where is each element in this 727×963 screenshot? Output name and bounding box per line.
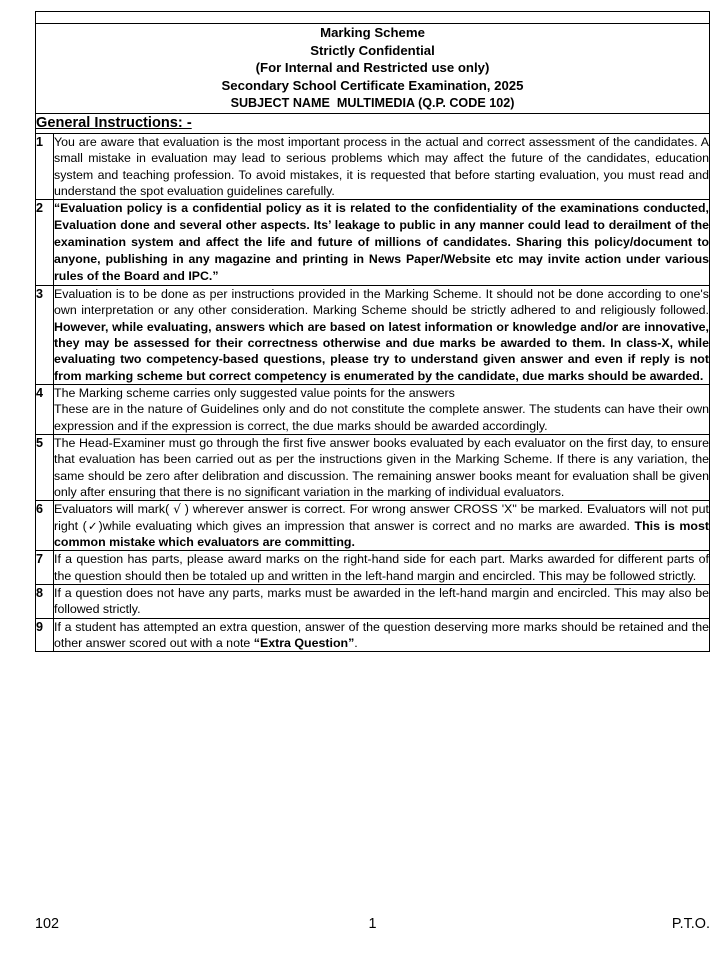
instruction-number: 7 <box>36 551 54 585</box>
section-title: General Instructions: - <box>36 114 192 131</box>
instruction-text <box>54 618 710 652</box>
instruction-number: 4 <box>36 384 54 434</box>
instruction-text-normal: Evaluation is to be done as per instructions provided in the Marking Scheme. It should not be done according to one's own interpretation or any other consideration. Marking Scheme should be strictly adhered to and religiously followed. <box>54 286 709 318</box>
instruction-text-part3: )while evaluating which gives an impression that answer is correct and no marks are awarded. <box>98 518 635 533</box>
instruction-text-part2: ) wherever answer is correct. For wrong answer CROSS 'X" be marked. Evaluators will not put right ( <box>54 502 709 533</box>
instruction-text-end: . <box>354 636 358 651</box>
instruction-text-body: These are in the nature of Guidelines only and do not constitute the complete answer. The students can have their own expression and if the expression is correct, the due marks should be awarded accordingly. <box>54 402 709 433</box>
header-row <box>36 24 710 114</box>
checkmark-icon: ✓ <box>86 518 99 533</box>
instruction-text-part1: Evaluators will mark( <box>54 502 174 517</box>
general-instructions-row <box>36 113 710 133</box>
header-line-subject: SUBJECT NAME MULTIMEDIA (Q.P. CODE 102) <box>230 96 515 111</box>
header-line-usage: (For Internal and Restricted use only) <box>255 60 490 76</box>
instruction-text-normal: If a student has attempted an extra question, answer of the question deserving more marks should be retained and the other answer scored out with a note <box>54 619 709 651</box>
instruction-row-5 <box>36 434 710 500</box>
header-line-exam: Secondary School Certificate Examination, 2025 <box>221 77 524 93</box>
instruction-row-3 <box>36 285 710 384</box>
instruction-row-2 <box>36 200 710 286</box>
marking-scheme-table <box>35 11 710 652</box>
top-spacer-row <box>36 12 710 24</box>
instruction-row-9 <box>36 618 710 652</box>
instruction-row-7 <box>36 551 710 585</box>
instruction-number: 5 <box>36 434 54 500</box>
instruction-text <box>54 384 710 434</box>
top-spacer-cell <box>36 12 710 24</box>
footer-subject-code: 102 <box>35 916 60 932</box>
instruction-number: 1 <box>36 133 54 199</box>
general-instructions-cell <box>36 113 710 133</box>
header-line-title: Marking Scheme <box>320 25 425 40</box>
instruction-text: “Evaluation policy is a confidential policy as it is related to the confidentiality of the examinations conducted, Evaluation done and several other aspects. Its’ leakage to public in any manner could lead to derailment of the examination system and affect the life and future of millions of candidates. Sharing this policy/document to anyone, publishing in any magazine and printing in News Paper/Website etc may invite action under various rules of the Board and IPC.” <box>54 200 710 286</box>
instruction-number: 9 <box>36 618 54 652</box>
instruction-text-bold: This is most common mistake which evaluators are committing. <box>54 518 710 550</box>
document-header <box>36 24 710 114</box>
instruction-text: You are aware that evaluation is the most important process in the actual and correct assessment of the candidates. A small mistake in evaluation may lead to serious problems which may affect the future of the candidates, education system and teaching profession. To avoid mistakes, it is requested that before starting evaluation, you must read and understand the spot evaluation guidelines carefully. <box>54 134 709 198</box>
instruction-row-6 <box>36 501 710 551</box>
footer-pto: P.T.O. <box>671 916 710 932</box>
instruction-text-bold: However, while evaluating, answers which are based on latest information or knowledge and/or are innovative, they may be assessed for their correctness otherwise and due marks be awarded to them. In class-X, while evaluating two competency-based questions, please try to understand given answer and even if reply is not from marking scheme but correct competency is enumerated by the candidate, due marks should be awarded. <box>54 319 709 383</box>
instruction-text <box>54 501 710 551</box>
instruction-text <box>54 285 710 384</box>
footer-page-number: 1 <box>368 916 377 932</box>
instruction-number: 8 <box>36 585 54 619</box>
instruction-text-bold: “Extra Question” <box>253 636 355 651</box>
instruction-number: 2 <box>36 200 54 286</box>
tick-symbol-icon: √ <box>173 502 181 517</box>
instruction-text-first-line: The Marking scheme carries only suggested value points for the answers <box>54 385 455 400</box>
instruction-text: If a question does not have any parts, marks must be awarded in the left-hand margin and encircled. This may also be followed strictly. <box>54 586 709 617</box>
instruction-row-1 <box>36 133 710 199</box>
instruction-text: If a question has parts, please award marks on the right-hand side for each part. Marks awarded for different parts of the question should then be totaled up and written in the left-hand margin and encircled. This may be followed strictly. <box>54 552 709 583</box>
header-line-confidential: Strictly Confidential <box>310 42 435 58</box>
instruction-row-8 <box>36 585 710 619</box>
instruction-row-4 <box>36 384 710 434</box>
instruction-number: 3 <box>36 285 54 384</box>
instruction-text: The Head-Examiner must go through the first five answer books evaluated by each evaluator on the first day, to ensure that evaluation has been carried out as per the instructions given in the Marking Scheme. If there is any variation, the same should be zero after delibration and discussion. The remaining answer books meant for evaluation shall be given only after ensuring that there is no significant variation in the marking of individual evaluators. <box>54 435 709 499</box>
instruction-number: 6 <box>36 501 54 551</box>
